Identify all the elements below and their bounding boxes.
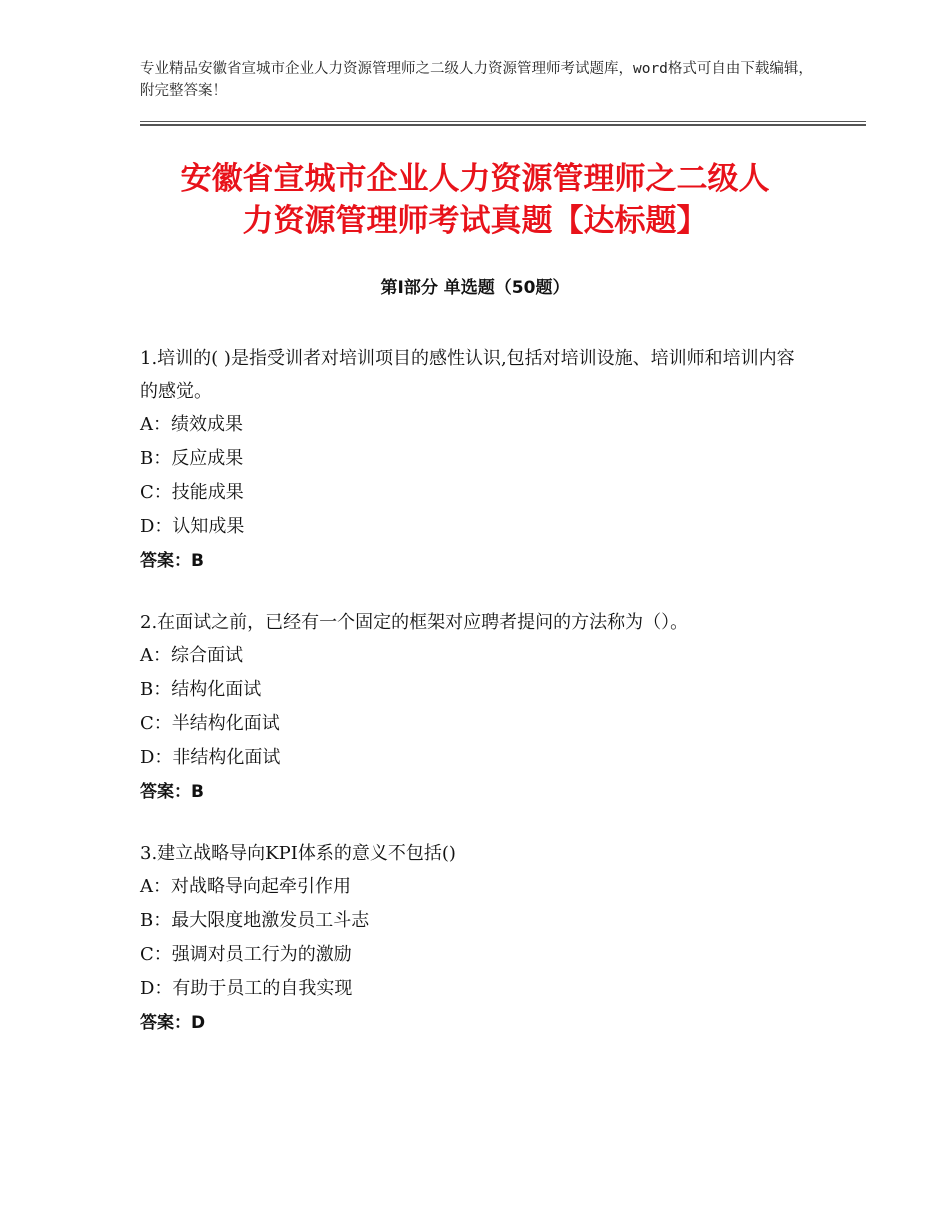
question-option-b: B：反应成果 [140,448,244,469]
question-answer: 答案：D [140,1013,206,1033]
question-list [140,342,810,1068]
question-1 [140,342,810,578]
question-option-b: B：结构化面试 [140,679,262,700]
header-rule-thick [140,124,866,126]
question-option-d: D：认知成果 [140,516,245,537]
document-title-line1: 安徽省宣城市企业人力资源管理师之二级人 [180,161,770,197]
question-option-a: A：综合面试 [140,645,243,666]
question-option-c: C：半结构化面试 [140,713,280,734]
question-text: 3.建立战略导向KPI体系的意义不包括() [140,843,456,864]
question-text: 1.培训的( )是指受训者对培训项目的感性认识,包括对培训设施、培训师和培训内容的感觉。 [140,348,795,402]
question-text: 2.在面试之前，已经有一个固定的框架对应聘者提问的方法称为（）。 [140,612,689,633]
question-option-a: A：绩效成果 [140,414,243,435]
question-option-c: C：强调对员工行为的激励 [140,944,352,965]
question-answer: 答案：B [140,782,204,802]
question-option-a: A：对战略导向起牵引作用 [140,876,351,897]
header-rule-thin [140,121,866,122]
document-title [100,158,850,242]
question-2 [140,606,810,809]
document-title-line2: 力资源管理师考试真题【达标题】 [242,203,708,239]
question-3 [140,837,810,1040]
section-heading: 第Ⅰ部分 单选题（50题） [380,278,570,298]
question-option-d: D：有助于员工的自我实现 [140,978,353,999]
question-option-b: B：最大限度地激发员工斗志 [140,910,370,931]
question-answer: 答案：B [140,551,204,571]
question-option-d: D：非结构化面试 [140,747,281,768]
header-note: 专业精品安徽省宣城市企业人力资源管理师之二级人力资源管理师考试题库，word格式可自由下载编辑，附完整答案！ [140,61,813,99]
question-option-c: C：技能成果 [140,482,244,503]
